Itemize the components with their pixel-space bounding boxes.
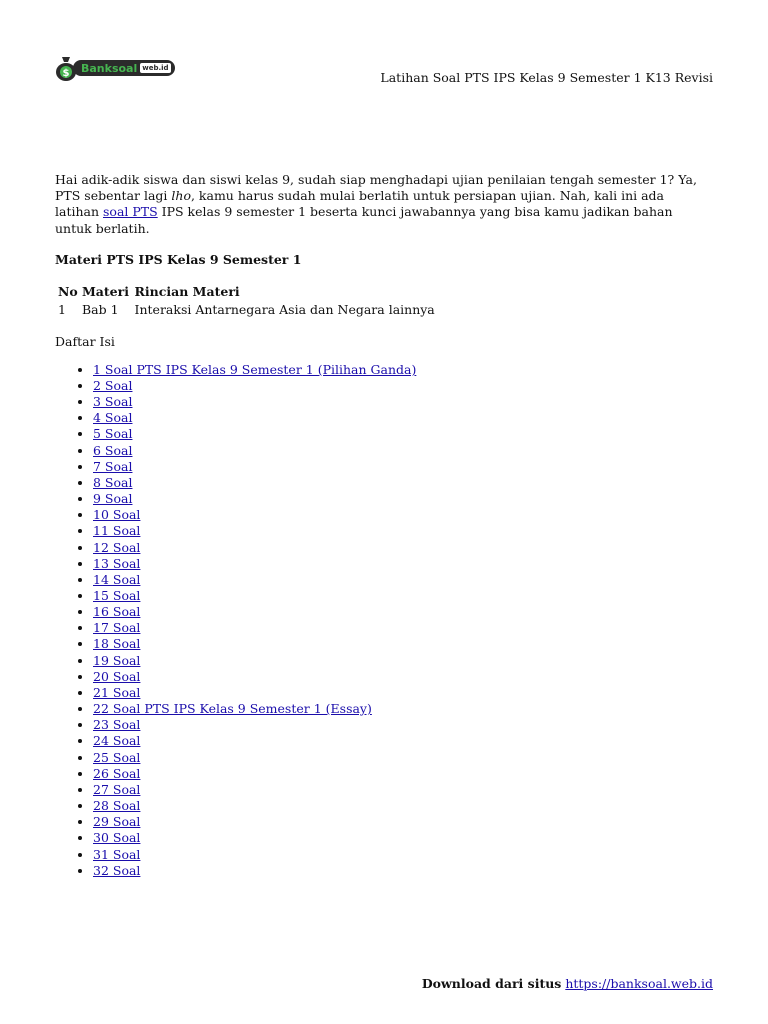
- table-header: Materi: [81, 283, 129, 299]
- toc-item: [93, 604, 705, 620]
- toc-item: [93, 830, 705, 846]
- toc-link[interactable]: 29 Soal: [93, 814, 141, 830]
- toc-link[interactable]: 32 Soal: [93, 862, 141, 878]
- toc-link[interactable]: 11 Soal: [93, 523, 141, 539]
- toc-item: [93, 588, 705, 604]
- toc-link[interactable]: 1 Soal PTS IPS Kelas 9 Semester 1 (Pilihan Ganda): [93, 361, 417, 377]
- logo-text: Banksoal: [81, 61, 138, 75]
- banksoal-logo[interactable]: [55, 54, 175, 82]
- main-content: [55, 172, 705, 879]
- toc-link[interactable]: 2 Soal: [93, 377, 133, 393]
- materi-heading: Materi PTS IPS Kelas 9 Semester 1: [55, 251, 302, 267]
- document-title: Latihan Soal PTS IPS Kelas 9 Semester 1 K13 Revisi: [380, 70, 713, 85]
- toc-link[interactable]: 21 Soal: [93, 684, 141, 700]
- toc-item: [93, 766, 705, 782]
- toc-link[interactable]: 26 Soal: [93, 765, 141, 781]
- intro-text-1: Hai adik-adik siswa dan siswi kelas 9, sudah siap menghadapi ujian penilaian tengah semester 1? Ya, PTS sebentar lagi: [55, 172, 697, 204]
- table-header-row: [56, 283, 437, 301]
- toc-item: [93, 798, 705, 814]
- toc-item: [93, 701, 705, 717]
- toc-item: [93, 847, 705, 863]
- toc-item: [93, 669, 705, 685]
- toc-link[interactable]: 28 Soal: [93, 798, 141, 814]
- table-of-contents: [55, 362, 705, 879]
- logo-badge: web.id: [142, 64, 169, 72]
- soal-pts-link[interactable]: soal PTS: [103, 204, 158, 220]
- toc-item: [93, 750, 705, 766]
- toc-item: [93, 394, 705, 410]
- footer-label: Download dari situs: [421, 976, 562, 991]
- toc-link[interactable]: 13 Soal: [93, 555, 141, 571]
- toc-link[interactable]: 24 Soal: [93, 733, 141, 749]
- toc-item: [93, 507, 705, 523]
- toc-item: [93, 491, 705, 507]
- svg-text:$: $: [62, 68, 70, 79]
- footer-link[interactable]: https://banksoal.web.id: [565, 976, 713, 991]
- toc-link[interactable]: 5 Soal: [93, 426, 133, 442]
- logo-wordmark: [73, 60, 175, 76]
- toc-item: [93, 410, 705, 426]
- toc-item: [93, 443, 705, 459]
- toc-link[interactable]: 30 Soal: [93, 830, 141, 846]
- toc-link[interactable]: 19 Soal: [93, 652, 141, 668]
- page-footer: [422, 976, 713, 991]
- toc-item: [93, 475, 705, 491]
- table-row: [56, 301, 437, 319]
- toc-link[interactable]: 25 Soal: [93, 749, 141, 765]
- table-header: Rincian Materi: [134, 283, 240, 299]
- toc-item: [93, 572, 705, 588]
- toc-title: Daftar Isi: [55, 333, 115, 349]
- intro-text-3: IPS kelas 9 semester 1 beserta kunci jawabannya yang bisa kamu jadikan bahan untuk berlatih.: [55, 204, 673, 236]
- toc-item: [93, 540, 705, 556]
- toc-link[interactable]: 17 Soal: [93, 620, 141, 636]
- toc-item: [93, 556, 705, 572]
- toc-item: [93, 636, 705, 652]
- toc-item: [93, 863, 705, 879]
- toc-item: [93, 717, 705, 733]
- table-cell: Interaksi Antarnegara Asia dan Negara lainnya: [134, 301, 435, 317]
- toc-item: [93, 378, 705, 394]
- toc-link[interactable]: 27 Soal: [93, 781, 141, 797]
- toc-item: [93, 523, 705, 539]
- toc-link[interactable]: 16 Soal: [93, 604, 141, 620]
- toc-link[interactable]: 23 Soal: [93, 717, 141, 733]
- toc-item: [93, 653, 705, 669]
- toc-link[interactable]: 18 Soal: [93, 636, 141, 652]
- toc-link[interactable]: 6 Soal: [93, 442, 133, 458]
- intro-italic: lho: [171, 188, 191, 204]
- table-header: No: [58, 283, 78, 299]
- toc-link[interactable]: 4 Soal: [93, 410, 133, 426]
- materi-table: [56, 283, 437, 319]
- toc-link[interactable]: 10 Soal: [93, 507, 141, 523]
- toc-item: [93, 814, 705, 830]
- toc-item: [93, 426, 705, 442]
- toc-link[interactable]: 22 Soal PTS IPS Kelas 9 Semester 1 (Essay): [93, 701, 372, 717]
- toc-link[interactable]: 8 Soal: [93, 474, 133, 490]
- page-header: [55, 52, 713, 84]
- toc-link[interactable]: 15 Soal: [93, 588, 141, 603]
- table-cell: 1: [58, 301, 66, 317]
- toc-item: [93, 685, 705, 701]
- money-bag-icon: [55, 55, 77, 81]
- toc-item: [93, 620, 705, 636]
- toc-item: [93, 733, 705, 749]
- toc-link[interactable]: 14 Soal: [93, 571, 141, 587]
- toc-link[interactable]: 31 Soal: [93, 846, 141, 862]
- toc-item: [93, 362, 705, 378]
- toc-link[interactable]: 7 Soal: [93, 458, 133, 474]
- toc-link[interactable]: 9 Soal: [93, 491, 133, 507]
- toc-link[interactable]: 3 Soal: [93, 394, 133, 410]
- toc-link[interactable]: 20 Soal: [93, 668, 141, 684]
- toc-link[interactable]: 12 Soal: [93, 539, 141, 555]
- toc-item: [93, 459, 705, 475]
- intro-paragraph: [55, 172, 705, 237]
- table-cell: Bab 1: [81, 301, 119, 317]
- toc-item: [93, 782, 705, 798]
- intro-text-2: , kamu harus sudah mulai berlatih untuk persiapan ujian. Nah, kali ini ada latihan: [55, 188, 665, 220]
